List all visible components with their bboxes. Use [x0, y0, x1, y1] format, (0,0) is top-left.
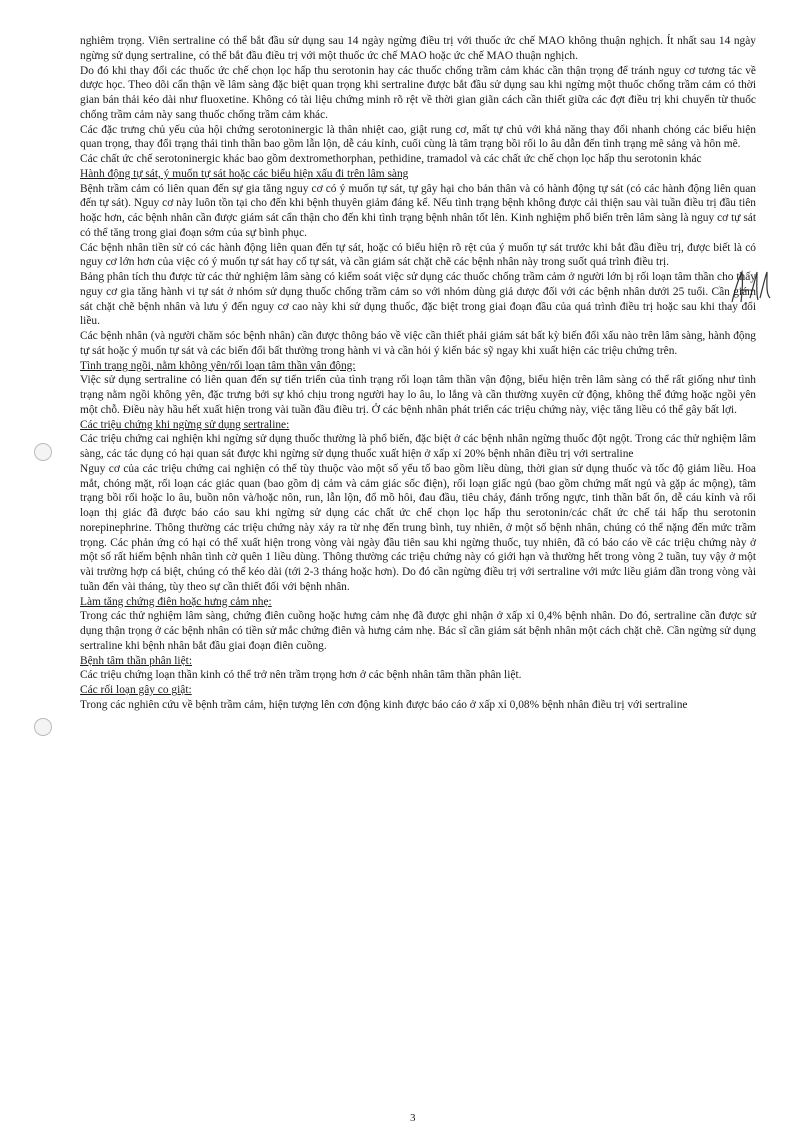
- paragraph: Trong các nghiên cứu về bệnh trầm cảm, hiện tượng lên cơn động kinh được báo cáo ở xấp xỉ 0,08% bệnh nhân điều trị với sertraline: [80, 698, 688, 711]
- page-number: 3: [410, 1112, 416, 1124]
- paragraph: Nguy cơ của các triệu chứng cai nghiện có thể tùy thuộc vào một số yếu tố bao gồm liều dùng, thời gian sử dụng thuốc và tốc độ giảm liều. Hoa mắt, chóng mặt, rối loạn các giác quan (bao gồm dị cảm và cảm giác sốc điện), rối loạn giấc ngủ (bao gồm chứng mất ngủ và gặp ác mộng), tâm trạng bồi rối hoặc lo âu, buồn nôn và/hoặc nôn, run, lẫn lộn, đổ mồ hôi, đau đầu, tiêu chảy, đánh trống ngực, tinh thần bất ổn, dễ cáu kỉnh và rối loạn thị giác đã được báo cáo sau khi ngừng sử dụng các chất ức chế chọn lọc hấp thu serotonin/các chất ức chế tái hấp thu serotonin norepinephrine. Thông thường các triệu chứng này xảy ra từ nhẹ đến trung bình, tuy nhiên, ở một số bệnh nhân, chúng có thể nặng đến mức trầm trọng. Các phản ứng có hại có thể xuất hiện trong vòng vài ngày đầu tiên sau khi ngừng thuốc, tuy nhiên, đã có báo cáo về các triệu chứng này ở một số rất hiếm bệnh nhân tình cờ quên 1 liều dùng. Thông thường các triệu chứng này có giới hạn và thường hết trong vòng 2 tuần, tuy vậy ở một vài trường hợp cá biệt, chúng có thể kéo dài (tới 2-3 tháng hoặc hơn). Do đó cần ngừng điều trị với sertraline với mức liều giảm dần trong vòng vài tuần đến vài tháng, tùy theo sự cần thiết đối với bệnh nhân.: [80, 462, 756, 593]
- paragraph: Các bệnh nhân tiền sử có các hành động liên quan đến tự sát, hoặc có biểu hiện rõ rệt của ý muốn tự sát trước khi bắt đầu điều trị, được biết là có nguy cơ lớn hơn của việc có ý muốn tự sát hay cố tự sát, và cần giám sát chặt chẽ các bệnh nhân này trong suốt quá trình điều trị.: [80, 241, 756, 269]
- paragraph: Các triệu chứng loạn thần kinh có thể trở nên trầm trọng hơn ở các bệnh nhân tâm thần phân liệt.: [80, 669, 522, 682]
- section-heading: Bệnh tâm thần phân liệt:: [80, 654, 192, 667]
- paragraph: Các đặc trưng chủ yếu của hội chứng serotoninergic là thân nhiệt cao, giật rung cơ, mất tự chủ với khả năng thay đổi nhanh chóng các biểu hiện quan trọng, thay đổi trạng thái tinh thần bao gồm lẫn lộn, dễ cáu kỉnh, cuối cùng là tâm trạng bồi rối lo âu dẫn đến tình trạng mê sảng và hôn mê.: [80, 123, 756, 151]
- paragraph: Bảng phân tích thu được từ các thử nghiệm lâm sàng có kiểm soát việc sử dụng các thuốc chống trầm cảm ở người lớn bị rối loạn tâm thần cho thấy nguy cơ gia tăng hành vi tự sát ở nhóm sử dụng thuốc chống trầm cảm so với nhóm dùng giả dược đối với các bệnh nhân dưới 25 tuổi. Cần giám sát chặt chẽ bệnh nhân và lưu ý đến nguy cơ cao này khi sử dụng thuốc, đặc biệt trong giai đoạn đầu của quá trình điều trị hoặc sau khi thay đổi liều.: [80, 271, 756, 328]
- paragraph: Bệnh trầm cảm có liên quan đến sự gia tăng nguy cơ có ý muốn tự sát, tự gây hại cho bản thân và có hành động tự sát (có các hành động liên quan đến tự sát). Nguy cơ này luôn tồn tại cho đến khi bệnh thuyên giảm đáng kể. Nếu tình trạng bệnh không được cải thiện sau vài tuần điều trị đầu tiên hoặc hơn, các bệnh nhân cần được giám sát cẩn thận cho đến khi tình trạng bệnh nhân tốt lên. Kinh nghiệm phổ biến trên lâm sàng là nguy cơ tự sát có thể tăng trong giai đoạn sớm của sự bình phục.: [80, 182, 756, 239]
- paragraph: Do đó khi thay đổi các thuốc ức chế chọn lọc hấp thu serotonin hay các thuốc chống trầm cảm khác cần thận trọng để tránh nguy cơ tương tác về dược học. Theo dõi cẩn thận về lâm sàng đặc biệt quan trọng khi sertraline được bắt đầu sử dụng sau khi ngừng một thuốc chống trầm cảm có thời gian bán thải kéo dài như fluoxetine. Không có tài liệu chứng minh rõ rệt về thời gian giãn cách cần thiết giữa các đợt điều trị khi chuyển từ thuốc chống trầm cảm này sang thuốc chống trầm cảm khác.: [80, 64, 756, 121]
- punch-hole: [34, 718, 52, 736]
- paragraph: Các triệu chứng cai nghiện khi ngừng sử dụng thuốc thường là phổ biến, đặc biệt ở các bệnh nhân ngừng thuốc đột ngột. Trong các thử nghiệm lâm sàng, các tác dụng có hại quan sát được khi ngừng sử dụng thuốc xuất hiện ở xấp xỉ 20% bệnh nhân điều trị với sertraline: [80, 433, 756, 460]
- paragraph: Các bệnh nhân (và người chăm sóc bệnh nhân) cần được thông báo về việc cần thiết phải giám sát bất kỳ biến đổi xấu nào trên lâm sàng, hành động tự sát hoặc ý muốn tự sát và các biến đổi bất thường trong hành vi và cần hỏi ý kiến bác sỹ ngay khi xuất hiện các triệu chứng trên.: [80, 330, 756, 357]
- document-body: [80, 34, 756, 713]
- section-heading: Tình trạng ngồi, nằm không yên/rối loạn tâm thần vận động:: [80, 359, 356, 372]
- paragraph: nghiêm trọng. Viên sertraline có thể bắt đầu sử dụng sau 14 ngày ngừng điều trị với thuốc ức chế MAO không thuận nghịch. Ít nhất sau 14 ngày ngừng sử dụng sertraline, có thể bắt đầu điều trị với một thuốc ức chế MAO hoặc ức chế MAO thuận nghịch.: [80, 35, 756, 62]
- section-heading: Các rối loạn gây co giật:: [80, 684, 192, 696]
- section-heading: Làm tăng chứng điên hoặc hưng cảm nhẹ:: [80, 595, 272, 608]
- paragraph: Trong các thử nghiệm lâm sàng, chứng điên cuồng hoặc hưng cảm nhẹ đã được ghi nhận ở xấp xỉ 0,4% bệnh nhân. Do đó, sertraline cần được sử dụng thận trọng ở các bệnh nhân có tiền sử mắc chứng điên và hưng cảm nhẹ. Bác sĩ cần giám sát bệnh nhân một cách chặt chẽ. Cần ngừng sử dụng sertraline khi bệnh nhân bắt đầu giai đoạn điên cuồng.: [80, 610, 756, 652]
- paragraph: Việc sử dụng sertraline có liên quan đến sự tiến triển của tình trạng rối loạn tâm thần vận động, biểu hiện trên lâm sàng có thể rất giống như tình trạng nằm ngồi không yên, đặc trưng bởi sự khó chịu trong người hay lo âu, lo lắng và cần thường xuyên cử động, không thể đứng hoặc ngồi yên một chỗ. Điều này hầu hết xuất hiện trong vài tuần đầu điều trị. Ở các bệnh nhân phát triển các triệu chứng này, việc tăng liều có thể gây bất lợi.: [80, 374, 756, 416]
- paragraph: Các chất ức chế serotoninergic khác bao gồm dextromethorphan, pethidine, tramadol và các chất ức chế chọn lọc hấp thu serotonin khác: [80, 153, 702, 165]
- section-heading: Hành động tự sát, ý muốn tự sát hoặc các biểu hiện xấu đi trên lâm sàng: [80, 167, 409, 180]
- section-heading: Các triệu chứng khi ngừng sử dụng sertraline:: [80, 418, 290, 431]
- punch-hole: [34, 443, 52, 461]
